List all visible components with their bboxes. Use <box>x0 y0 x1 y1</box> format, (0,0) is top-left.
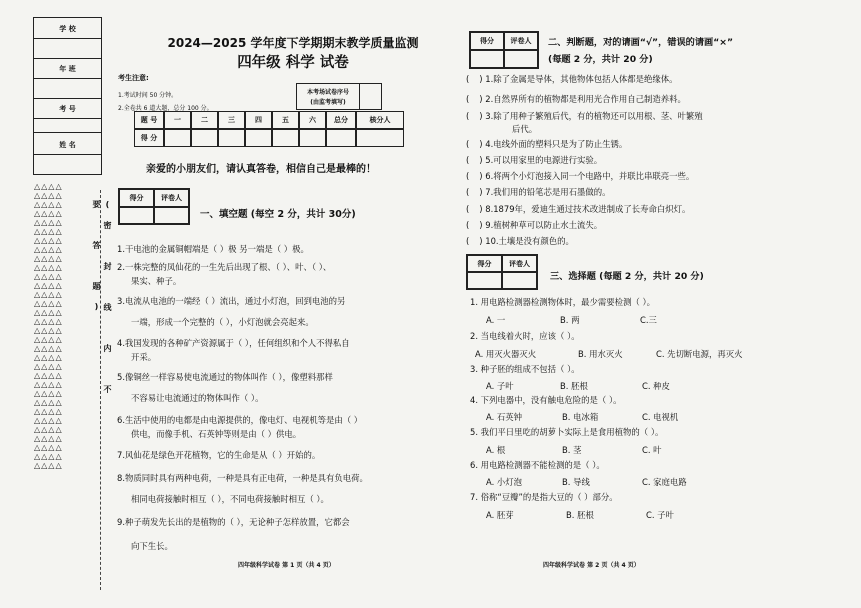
choice-q5-opt-a: A. 根 <box>486 445 506 455</box>
name-label: 姓 名 <box>59 141 76 149</box>
triangle-pattern: △△△△ △△△△ △△△△ △△△△ △△△△ △△△△ △△△△ △△△△ △△△△ △△△△ △△△△ △△△△ △△△△ △△△△ △△△△ △△△△ △△△△ △△△△ △△△△ △△△△ △△△△ △△△△ △△△△ △△△△ △△△△ △△△△ △△△△ △△△△ △△△△ △△△△ △△△△ △△△△ <box>34 182 63 470</box>
judge-q5: ( ) 5.可以用家里的电源进行实验。 <box>466 155 603 165</box>
choice-q7: 7. 俗称“豆瓣”的是指大豆的（ ）部分。 <box>470 492 618 502</box>
section1-title: 一、填空题 (每空 2 分，共计 30分) <box>200 209 356 220</box>
judge-q3-cont: 后代。 <box>512 124 538 134</box>
fill-q4-cont: 开采。 <box>131 352 157 362</box>
fill-q3: 3.电流从电池的一端经（ ）流出，通过小灯泡，回到电池的另 <box>117 296 346 306</box>
choice-q4-opt-c: C. 电视机 <box>642 412 679 422</box>
choice-q6-opt-b: B. 导线 <box>562 477 590 487</box>
choice-q7-opt-a: A. 胚芽 <box>486 510 514 520</box>
judge-q4: ( ) 4.电线外面的塑料只是为了防止生锈。 <box>466 139 628 149</box>
fill-q8: 8.物质同时具有两种电荷，一种是具有正电荷，一种是具有负电荷。 <box>117 473 368 483</box>
student-info-box <box>33 17 102 175</box>
exam-title: 2024—2025 学年度下学期期末教学质量监测 <box>167 36 419 50</box>
greeting: 亲爱的小朋友们，请认真答卷，相信自己是最棒的！ <box>146 164 376 175</box>
choice-q4-opt-b: B. 电冰箱 <box>562 412 599 422</box>
judge-q8: ( ) 8.1879年，爱迪生通过技术改进制成了长寿命白炽灯。 <box>466 204 691 214</box>
fill-q5: 5.像铜丝一样容易使电流通过的物体叫作（ ），像塑料那样 <box>117 372 333 382</box>
choice-q7-opt-c: C. 子叶 <box>646 510 674 520</box>
choice-q4-opt-a: A. 石英钟 <box>486 412 523 422</box>
judge-q3: ( ) 3.除了用种子繁殖后代，有的植物还可以用根、茎、叶繁殖 <box>466 111 703 121</box>
fill-q4: 4.我国发现的各种矿产资源属于（ ），任何组织和个人不得私自 <box>117 338 350 348</box>
choice-q3: 3. 种子胚的组成不包括（ ）。 <box>470 364 580 374</box>
section3-title: 三、选择题 (每题 2 分，共计 20 分) <box>550 271 704 282</box>
choice-q6-opt-a: A. 小灯泡 <box>486 477 523 487</box>
judge-q10: ( ) 10.土壤是没有颜色的。 <box>466 236 574 246</box>
binding-line-text: (密 封 线 内 不 要 答 题) <box>92 200 112 405</box>
choice-q2-opt-c: C. 先切断电源，再灭火 <box>656 349 743 359</box>
choice-q3-opt-c: C. 种皮 <box>642 381 670 391</box>
seat-number-box: 本考场试卷序号 (由监考填写) <box>296 83 382 110</box>
choice-q2-opt-a: A. 用灭火器灭火 <box>475 349 537 359</box>
choice-q3-opt-a: A. 子叶 <box>486 381 514 391</box>
notice-2: 2.全卷共 6 道大题，总分 100 分。 <box>118 105 213 112</box>
choice-q7-opt-b: B. 胚根 <box>566 510 594 520</box>
judge-q7: ( ) 7.我们用的铅笔芯是用石墨做的。 <box>466 187 611 197</box>
section2-subtitle: (每题 2 分，共计 20 分) <box>548 54 653 65</box>
fill-q7: 7.风仙花是绿色开花植物，它的生命是从（ ）开始的。 <box>117 450 321 460</box>
choice-q2: 2. 当电线着火时，应该（ ）。 <box>470 331 580 341</box>
fill-q2: 2.一株完整的凤仙花的一生先后出现了根、（ ）、叶、（ ）、 <box>117 262 332 272</box>
class-label: 年 班 <box>59 65 76 73</box>
score-table-row: 得 分 <box>134 129 404 147</box>
section2-title: 二、判断题，对的请画“√”，错误的请画“×” <box>548 37 733 48</box>
fill-q3-cont: 一端，形成一个完整的（ ），小灯泡就会亮起来。 <box>131 317 314 327</box>
fill-q1: 1.干电池的金属铜帽端是（ ）极 另一端是（ ）极。 <box>117 244 309 254</box>
choice-q1-opt-b: B. 两 <box>560 315 580 325</box>
fill-q6-cont: 供电，而像手机、石英钟等则是由（ ）供电。 <box>131 429 302 439</box>
fill-q9: 9.种子萌发先长出的是植物的（ ），无论种子怎样放置，它都会 <box>117 517 350 527</box>
notice-label: 考生注意: <box>118 74 149 82</box>
fill-q6: 6.生活中使用的电都是由电源提供的，像电灯、电视机等是由（ ） <box>117 415 363 425</box>
choice-q5: 5. 我们平日里吃的胡萝卜实际上是食用植物的（ ）。 <box>470 427 664 437</box>
fill-q8-cont: 相同电荷接触时相互（ ），不同电荷接触时相互（ ）。 <box>131 494 329 504</box>
exam-number-label: 考 号 <box>59 105 76 113</box>
judge-q1: ( ) 1.除了金属是导体，其他物体包括人体都是绝缘体。 <box>466 74 678 84</box>
section2-scorebox: 得分 评卷人 <box>469 31 539 69</box>
choice-q3-opt-b: B. 胚根 <box>560 381 588 391</box>
exam-subtitle: 四年级 科学 试卷 <box>237 55 349 71</box>
choice-q4: 4. 下列电器中，没有触电危险的是（ ）。 <box>470 395 622 405</box>
section3-scorebox: 得分 评卷人 <box>466 254 538 290</box>
choice-q5-opt-c: C. 叶 <box>642 445 662 455</box>
footer-left: 四年级科学试卷 第 1 页（共 4 页） <box>238 562 335 569</box>
choice-q6: 6. 用电路检测器不能检测的是（ ）。 <box>470 460 605 470</box>
choice-q6-opt-c: C. 家庭电路 <box>642 477 687 487</box>
notice-1: 1.考试时间 50 分钟。 <box>118 92 178 99</box>
choice-q1-opt-a: A. 一 <box>486 315 506 325</box>
choice-q1: 1. 用电路检测器检测物体时，最少需要检测（ ）。 <box>470 297 655 307</box>
choice-q2-opt-b: B. 用水灭火 <box>578 349 623 359</box>
score-table-header: 题 号 一 二 三 四 五 六 总分 核分人 <box>134 111 404 129</box>
fill-q5-cont: 不容易让电流通过的物体叫作（ ）。 <box>131 393 264 403</box>
footer-right: 四年级科学试卷 第 2 页（共 4 页） <box>543 562 640 569</box>
judge-q2: ( ) 2.自然界所有的植物都是利用光合作用自己制造养料。 <box>466 94 686 104</box>
judge-q6: ( ) 6.将两个小灯泡接入同一个电路中，并联比串联亮一些。 <box>466 171 695 181</box>
fill-q2-cont: 果实、种子。 <box>131 276 182 286</box>
choice-q5-opt-b: B. 茎 <box>562 445 582 455</box>
section1-scorebox: 得分 评卷人 <box>118 188 190 225</box>
fill-q9-cont: 向下生长。 <box>131 541 173 551</box>
binding-line <box>100 190 101 590</box>
school-label: 学 校 <box>59 25 76 33</box>
judge-q9: ( ) 9.植树种草可以防止水土流失。 <box>466 220 603 230</box>
choice-q1-opt-c: C.三 <box>640 315 657 325</box>
